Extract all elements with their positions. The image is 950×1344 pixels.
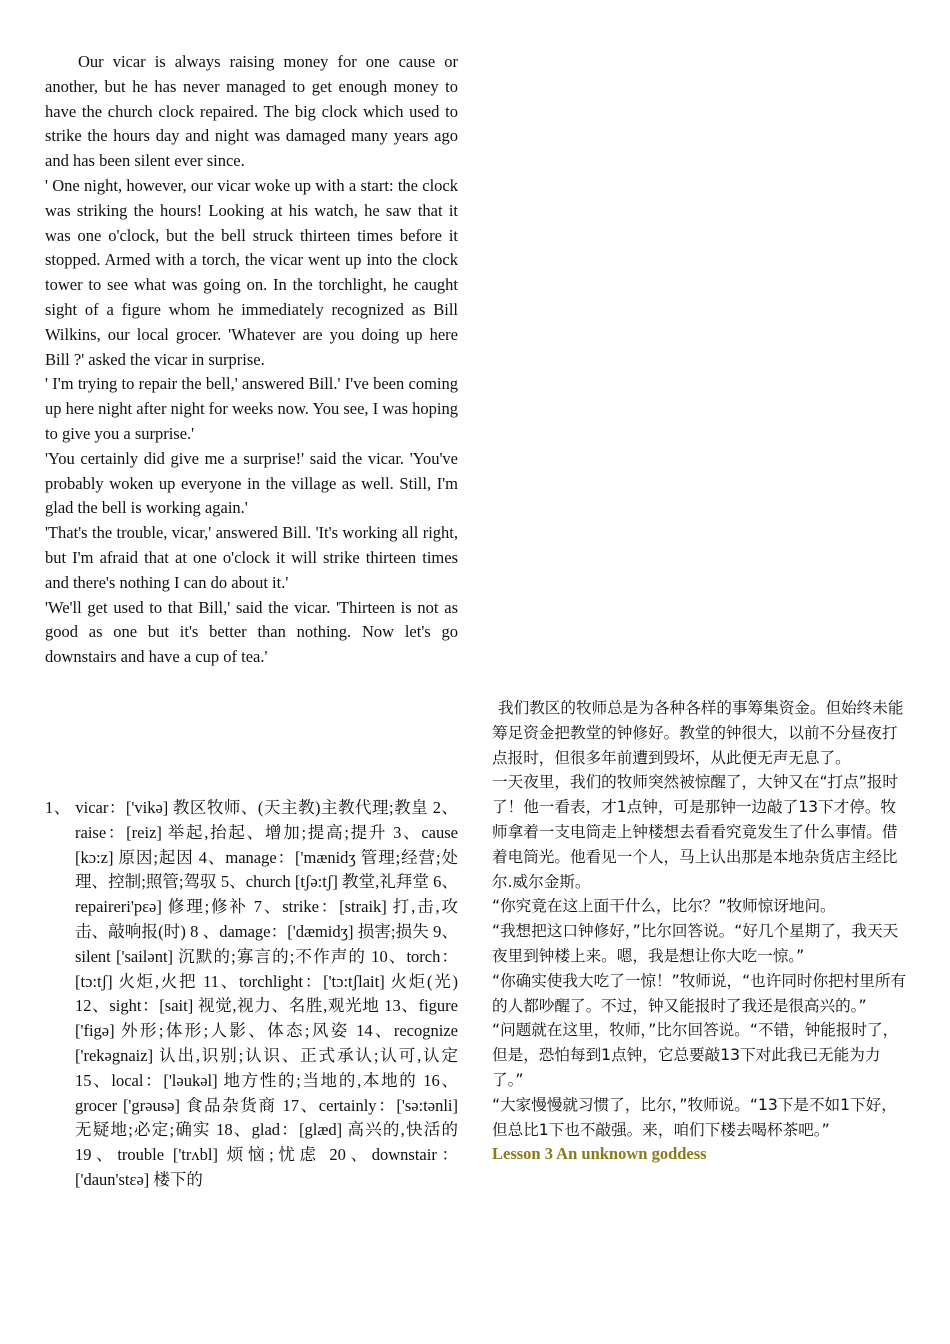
chinese-translation-column (492, 696, 910, 1167)
english-paragraph: ' One night, however, our vicar woke up with a start: the clock was striking the hours! Looking at his watch, he saw that it was one o'clock, but the bell struck thirteen times before it stopped. Armed with a torch, the vicar went up into the clock tower to see what was going on. In the torchlight, he caught sight of a figure whom he immediately recognized as Bill Wilkins, our local grocer. 'Whatever are you doing up here Bill ?' asked the vicar in surprise. (45, 175, 458, 369)
english-paragraph: ' I'm trying to repair the bell,' answered Bill.' I've been coming up here night after night for weeks now. You see, I was hoping to give you a surprise.' (45, 374, 458, 443)
vocabulary-list: 1、 vicar：['vikə] 教区牧师、(天主教)主教代理;教皇 2、raise：[reiz] 举起,抬起、增加;提高;提升 3、cause [kɔ:z] 原因;起因 4、manage：['mænidʒ 管理;经营;处理、控制;照管;驾驭 5、church [tʃə:tʃ] 教堂,礼拜堂 6、repaireri'pεə] 修理;修补 7、strike：[straik] 打,击,攻击、敲响报(时) 8 、damage：['dæmidʒ] 损害;损失 9、silent ['sailənt] 沉默的;寡言的;不作声的 10、torch：[tɔ:tʃ] 火炬,火把 11、torchlight：['tɔ:tʃlait] 火炬(光) 12、sight：[sait] 视觉,视力、名胜,观光地 13、figure ['figə] 外形;体形;人影、体态;风姿 14、recognize ['rekəgnaiz] 认出,识别;认识、正式承认;认可,认定 15、local：['ləukəl] 地方性的;当地的,本地的 16、grocer ['grəusə] 食品杂货商 17、certainly：['sə:tənli] 无疑地;必定;确实 18、glad：[glæd] 高兴的,快活的 19、trouble ['trʌbl] 烦恼;忧虑 20、downstair：['daun'stεə] 楼下的 (45, 798, 458, 1189)
english-paragraph: Our vicar is always raising money for one cause or another, but he has never managed to get enough money to have the church clock repaired. The big clock which used to strike the hours day and night was damaged many years ago and has been silent ever since. (45, 52, 458, 171)
english-paragraph: 'We'll get used to that Bill,' said the vicar. 'Thirteen is not as good as one but it's better than nothing. Now let's go downstairs and have a cup of tea.' (45, 597, 458, 667)
english-paragraph: 'That's the trouble, vicar,' answered Bill. 'It's working all right, but I'm afraid that at one o'clock it will strike thirteen times and there's nothing I can do about it.' (45, 523, 458, 592)
next-lesson-title: Lesson 3 An unknown goddess (492, 1144, 707, 1164)
chinese-paragraph: 我们教区的牧师总是为各种各样的事筹集资金。但始终未能筹足资金把教堂的钟修好。教堂的钟很大，以前不分昼夜打点报时，但很多年前遭到毁坏，从此便无声无息了。 (492, 699, 904, 767)
chinese-paragraph: “我想把这口钟修好，”比尔回答说。“好几个星期了，我天天夜里到钟楼上来。嗯，我是想让你大吃一惊。” (492, 922, 899, 965)
english-paragraph: 'You certainly did give me a surprise!' said the vicar. 'You've probably woken up everyone in the village as well. Still, I'm glad the bell is working again.' (45, 448, 458, 518)
english-text-column (45, 50, 458, 670)
chinese-paragraph: “你究竟在这上面干什么，比尔？”牧师惊讶地问。 (492, 897, 836, 916)
chinese-paragraph: 一天夜里，我们的牧师突然被惊醒了，大钟又在“打点”报时了！他一看表，才1点钟，可是那钟一边敲了13下才停。牧师拿着一支电筒走上钟楼想去看看究竟发生了什么事情。借着电筒光。他看见一个人，马上认出那是本地杂货店主经比尔.威尔金斯。 (492, 773, 899, 891)
chinese-paragraph: “大家慢慢就习惯了，比尔，”牧师说。“13下是不如1下好，但总比1下也不敲强。来，咱们下楼去喝杯茶吧。” (492, 1095, 897, 1139)
chinese-paragraph: “你确实使我大吃了一惊！”牧师说，“也许同时你把村里所有的人都吵醒了。不过，钟又能报时了我还是很高兴的。” (492, 971, 907, 1015)
chinese-paragraph: “问题就在这里，牧师，”比尔回答说。“不错，钟能报时了，但是，恐怕每到1点钟，它总要敲13下对此我已无能为力了。” (492, 1021, 899, 1089)
